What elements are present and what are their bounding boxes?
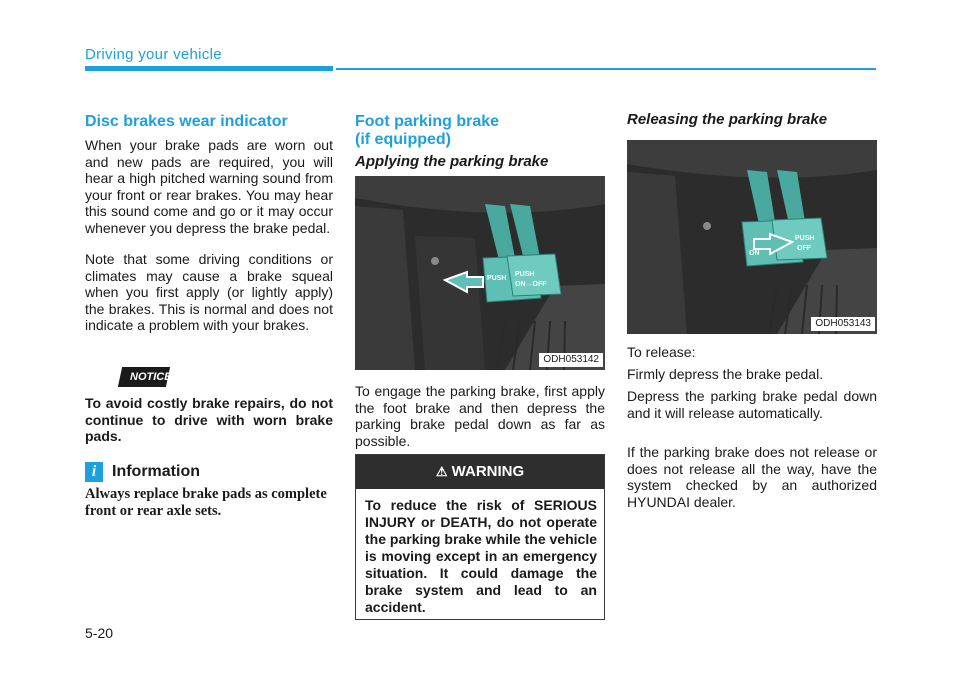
title-line-2: (if equipped) (355, 131, 451, 148)
title-line-1: Foot parking brake (355, 113, 500, 130)
image-code-applying: ODH053142 (539, 353, 603, 367)
info-text: Always replace brake pads as complete front or rear axle sets. (85, 486, 327, 519)
warning-triangle-icon: ⚠ (435, 464, 448, 479)
pedal-text-on-off: ON→OFF (515, 281, 547, 288)
disc-brakes-title: Disc brakes wear indicator (85, 113, 288, 130)
disc-brakes-paragraph-1: When your brake pads are worn out and new pads are required, you will hear a high pitched warning sound from your front or rear brakes. You may hear this sound come and go or it may occur whenever you depress the brake pedal. (85, 137, 333, 236)
info-icon: i (85, 462, 103, 482)
section-header: Driving your vehicle (85, 46, 222, 63)
disc-brakes-paragraph-2: Note that some driving conditions or climates may cause a brake squeal when you first apply (or lightly apply) the brakes. This is normal and does not indicate a problem with your brakes. (85, 251, 333, 333)
header-rule-thin (336, 68, 876, 70)
pedal-text-push-2: PUSH (515, 271, 535, 278)
release-step-1: Firmly depress the brake pedal. (627, 366, 824, 382)
warning-label: WARNING (451, 463, 525, 480)
notice-badge: NOTICE (118, 367, 170, 387)
pedal-illustration-applying (355, 176, 605, 370)
warning-box (355, 454, 605, 620)
warning-text: To reduce the risk of SERIOUS INJURY or DEATH, do not operate the parking brake while the vehicle is moving except in an emergency situation. It could damage the brake system and lead to an accident. (365, 497, 597, 615)
image-code-releasing: ODH053143 (811, 317, 875, 331)
applying-subtitle: Applying the parking brake (355, 153, 549, 170)
release-step-2: Depress the parking brake pedal down and it will release automatically. (627, 388, 877, 421)
releasing-subtitle: Releasing the parking brake (627, 111, 828, 128)
pedal-illustration-releasing (627, 140, 877, 334)
release-intro: To release: (627, 344, 696, 360)
applying-brake-image (355, 176, 605, 370)
pedal-text-on: ON (749, 250, 760, 257)
releasing-brake-image (627, 140, 877, 334)
notice-text: To avoid costly brake repairs, do not continue to drive with worn brake pads. (85, 395, 333, 444)
info-title: Information (112, 463, 200, 480)
page-number: 5-20 (85, 625, 114, 641)
pedal-text-push-1: PUSH (487, 275, 507, 282)
applying-paragraph: To engage the parking brake, first apply the foot brake and then depress the parking brake pedal down as far as possible. (355, 383, 605, 449)
header-rule-thick (85, 66, 333, 71)
foot-parking-brake-title (355, 113, 605, 149)
warning-header (356, 455, 604, 489)
pedal-text-push-release: PUSH (795, 235, 815, 242)
release-note: If the parking brake does not release or does not release all the way, have the system checked by an authorized HYUNDAI dealer. (627, 444, 877, 510)
pedal-text-off: OFF (797, 245, 811, 252)
